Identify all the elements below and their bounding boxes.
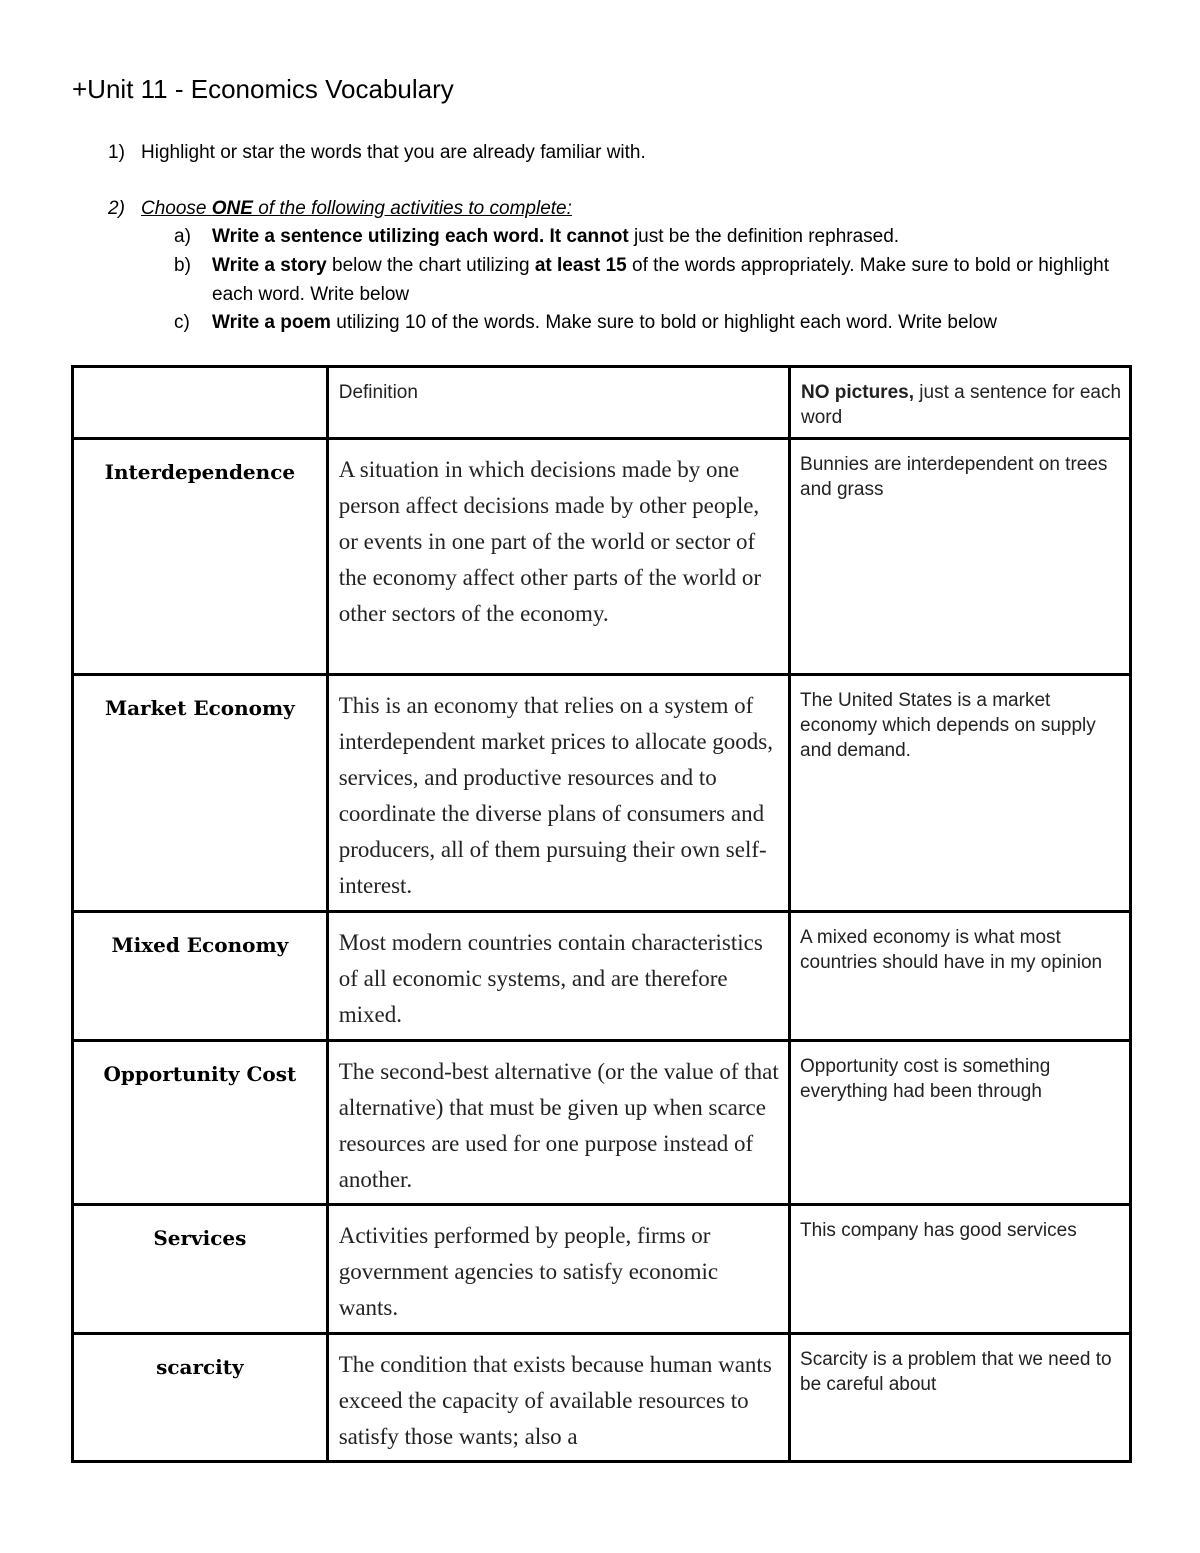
header-cell-term bbox=[73, 367, 328, 439]
term-cell: scarcity bbox=[73, 1334, 328, 1462]
definition-cell: Activities performed by people, firms or government agencies to satisfy economic wants. bbox=[327, 1205, 789, 1334]
option-text bbox=[212, 222, 1142, 251]
header-rest: just a sentence for each word bbox=[801, 382, 1122, 428]
term-cell: Market Economy bbox=[73, 675, 328, 912]
option-mid: below the chart utilizing bbox=[326, 255, 535, 276]
step-text-part: of the following activities to complete: bbox=[252, 198, 572, 219]
option-rest: of the words appropriately. Make sure to bold or highlight each word. Write below bbox=[212, 255, 1110, 305]
option-label: a) bbox=[174, 226, 191, 247]
table-row bbox=[73, 1334, 1131, 1462]
step-number: 1) bbox=[108, 142, 125, 163]
sentence-cell: Bunnies are interdependent on trees and grass bbox=[790, 439, 1131, 675]
definition-cell: This is an economy that relies on a system of interdependent market prices to allocate goods, services, and productive resources and to coordinate the diverse plans of consumers and producers, all of them pursuing their own self-interest. bbox=[327, 675, 789, 912]
sentence-cell: Scarcity is a problem that we need to be careful about bbox=[790, 1334, 1131, 1462]
step-text bbox=[141, 194, 572, 223]
definition-cell: The second-best alternative (or the value of that alternative) that must be given up when scarce resources are used for one purpose instead of another. bbox=[327, 1041, 789, 1205]
definition-cell: Most modern countries contain characteristics of all economic systems, and are therefore mixed. bbox=[327, 912, 789, 1041]
definition-cell: A situation in which decisions made by one person affect decisions made by other people, or events in one part of the world or sector of the economy affect other parts of the world or other sectors of the economy. bbox=[327, 439, 789, 675]
sentence-cell: The United States is a market economy which depends on supply and demand. bbox=[790, 675, 1131, 912]
table-row bbox=[73, 1205, 1131, 1334]
term-cell: Opportunity Cost bbox=[73, 1041, 328, 1205]
header-cell-definition: Definition bbox=[327, 367, 789, 439]
option-bold: Write a sentence utilizing each word. It cannot bbox=[212, 226, 629, 247]
table-row bbox=[73, 912, 1131, 1041]
header-cell-sentence bbox=[790, 367, 1131, 439]
step-text-part: Choose bbox=[141, 198, 212, 219]
step-text: Highlight or star the words that you are already familiar with. bbox=[141, 142, 646, 163]
option-rest: utilizing 10 of the words. Make sure to bold or highlight each word. Write below bbox=[330, 312, 998, 333]
option-label: b) bbox=[174, 255, 191, 276]
option-bold: at least 15 bbox=[534, 255, 627, 276]
sentence-cell: Opportunity cost is something everything had been through bbox=[790, 1041, 1131, 1205]
table-row bbox=[73, 675, 1131, 912]
option-text bbox=[212, 308, 1142, 337]
step-text-emphasis: ONE bbox=[211, 198, 253, 219]
option-bold: Write a poem bbox=[212, 312, 331, 333]
term-cell: Interdependence bbox=[73, 439, 328, 675]
term-cell: Mixed Economy bbox=[73, 912, 328, 1041]
sentence-cell: This company has good services bbox=[790, 1205, 1131, 1334]
table-header-row bbox=[73, 367, 1131, 439]
option-text bbox=[212, 251, 1142, 309]
option-rest: just be the definition rephrased. bbox=[628, 226, 900, 247]
option-label: c) bbox=[174, 312, 190, 333]
definition-cell: The condition that exists because human wants exceed the capacity of available resources to satisfy those wants; also a bbox=[327, 1334, 789, 1462]
table-row bbox=[73, 439, 1131, 675]
table-row bbox=[73, 1041, 1131, 1205]
vocabulary-table bbox=[71, 365, 1132, 1463]
term-cell: Services bbox=[73, 1205, 328, 1334]
option-bold: Write a story bbox=[212, 255, 327, 276]
sentence-cell: A mixed economy is what most countries should have in my opinion bbox=[790, 912, 1131, 1041]
header-bold: NO pictures, bbox=[801, 382, 914, 403]
step-number: 2) bbox=[108, 198, 125, 219]
page-title: +Unit 11 - Economics Vocabulary bbox=[72, 74, 454, 104]
